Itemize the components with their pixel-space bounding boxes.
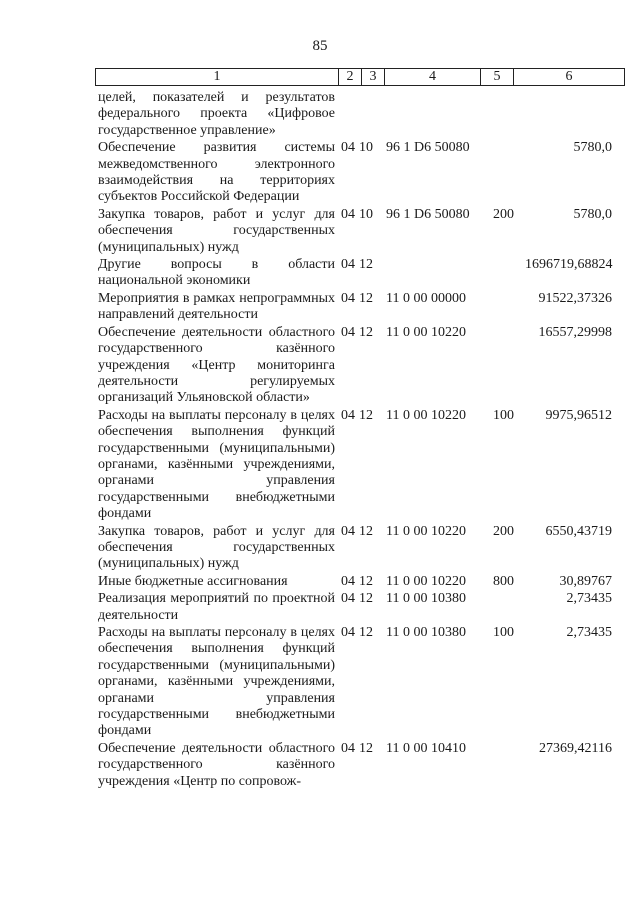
row-amount: 2,73435 [566, 591, 612, 607]
table-row [98, 741, 618, 790]
row-section: 04 [341, 523, 355, 539]
row-name: Реализация мероприятий по проектной деятельности [98, 591, 335, 623]
row-subsection: 12 [359, 324, 373, 340]
row-target-code: 11 0 00 10220 [386, 573, 466, 589]
table-row [98, 325, 618, 407]
row-section: 04 [341, 290, 355, 306]
row-expense-type: 200 [493, 523, 514, 539]
header-col-3: 3 [362, 69, 385, 86]
table-row [98, 591, 618, 624]
budget-table-body [98, 90, 618, 791]
row-subsection: 12 [359, 591, 373, 607]
row-section: 04 [341, 257, 355, 273]
row-amount: 6550,43719 [545, 523, 612, 539]
row-expense-type: 100 [493, 625, 514, 640]
row-section: 04 [341, 324, 355, 340]
header-col-4: 4 [385, 69, 481, 86]
table-row [98, 625, 618, 740]
table-row [98, 408, 618, 523]
table-row [98, 291, 618, 324]
row-amount: 16557,29998 [538, 324, 612, 340]
header-col-6: 6 [514, 69, 625, 86]
row-expense-type: 100 [493, 407, 514, 423]
row-subsection: 12 [359, 625, 373, 640]
row-subsection: 12 [359, 257, 373, 273]
row-section: 04 [341, 740, 355, 756]
row-name: Обеспечение деятельности областного государственного казённого учреждения «Центр по сопровож- [98, 740, 335, 789]
row-subsection [359, 90, 383, 139]
header-col-2: 2 [339, 69, 362, 86]
row-subsection: 12 [359, 290, 373, 306]
page-number: 85 [312, 38, 328, 54]
row-name: Обеспечение деятельности областного государственного казённого учреждения «Центр мониторинга деятельности регулируемых организаций Ульяновской области» [98, 324, 335, 406]
header-col-1: 1 [96, 69, 339, 86]
row-expense-type [493, 257, 525, 290]
row-section: 04 [341, 140, 355, 156]
row-subsection: 10 [359, 206, 373, 222]
table-row [98, 574, 618, 590]
row-target-code: 11 0 00 10220 [386, 523, 466, 539]
table-row [98, 524, 618, 573]
row-expense-type [493, 140, 525, 206]
table-row [98, 90, 618, 139]
row-target-code [383, 257, 493, 290]
row-subsection: 12 [359, 407, 373, 423]
row-name: Расходы на выплаты персоналу в целях обеспечения выполнения функций государственными (муниципальными) органами, казёнными учреждениями, органами управления государственными внебюджетными фондами [98, 625, 335, 739]
row-target-code: 11 0 00 10220 [386, 407, 466, 423]
row-name: Обеспечение развития системы межведомственного электронного взаимодействия на территориях субъектов Российской Федерации [98, 140, 335, 205]
row-section [335, 90, 359, 139]
row-name: Закупка товаров, работ и услуг для обеспечения государственных (муниципальных) нужд [98, 206, 335, 255]
row-amount: 91522,37326 [538, 290, 612, 306]
row-name: Расходы на выплаты персоналу в целях обеспечения выполнения функций государственными (муниципальными) органами, казёнными учреждениями, органами управления государственными внебюджетными фондами [98, 407, 335, 522]
row-section: 04 [341, 407, 355, 423]
row-name: Иные бюджетные ассигнования [98, 573, 288, 589]
row-amount: 27369,42116 [539, 740, 612, 756]
row-amount: 5780,0 [573, 140, 612, 156]
row-section: 04 [341, 591, 355, 607]
row-expense-type [493, 90, 525, 139]
row-target-code: 11 0 00 10380 [386, 591, 466, 607]
row-expense-type [493, 741, 525, 790]
row-target-code: 96 1 D6 50080 [386, 206, 470, 222]
row-amount [525, 90, 618, 139]
table-row [98, 140, 618, 206]
row-name: Мероприятия в рамках непрограммных направлений деятельности [98, 290, 335, 323]
row-subsection: 12 [359, 740, 373, 756]
row-amount: 2,73435 [566, 625, 612, 640]
row-section: 04 [341, 573, 355, 589]
row-target-code: 11 0 00 10410 [386, 740, 466, 756]
row-expense-type: 800 [493, 573, 514, 589]
row-target-code: 11 0 00 10380 [386, 625, 466, 640]
row-target-code: 11 0 00 10220 [386, 324, 466, 340]
row-subsection: 12 [359, 523, 373, 539]
table-row [98, 207, 618, 256]
row-expense-type: 200 [493, 206, 514, 222]
row-expense-type [493, 325, 525, 407]
row-amount: 9975,96512 [545, 407, 612, 423]
row-section: 04 [341, 625, 355, 640]
row-expense-type [493, 291, 525, 324]
table-row [98, 257, 618, 290]
row-amount: 5780,0 [573, 206, 612, 222]
row-section: 04 [341, 206, 355, 222]
row-target-code: 96 1 D6 50080 [386, 140, 470, 156]
row-subsection: 12 [359, 573, 373, 589]
row-amount: 30,89767 [559, 573, 612, 589]
row-amount: 1696719,68824 [525, 257, 613, 273]
row-subsection: 10 [359, 140, 373, 156]
row-target-code [383, 90, 493, 139]
row-name: Другие вопросы в области национальной экономики [98, 257, 335, 289]
row-expense-type [493, 591, 525, 624]
row-name: целей, показателей и результатов федерального проекта «Цифровое государственное управление» [98, 90, 335, 138]
row-target-code: 11 0 00 00000 [386, 290, 466, 306]
row-name: Закупка товаров, работ и услуг для обеспечения государственных (муниципальных) нужд [98, 523, 335, 572]
header-col-5: 5 [481, 69, 514, 86]
table-header [95, 68, 625, 86]
